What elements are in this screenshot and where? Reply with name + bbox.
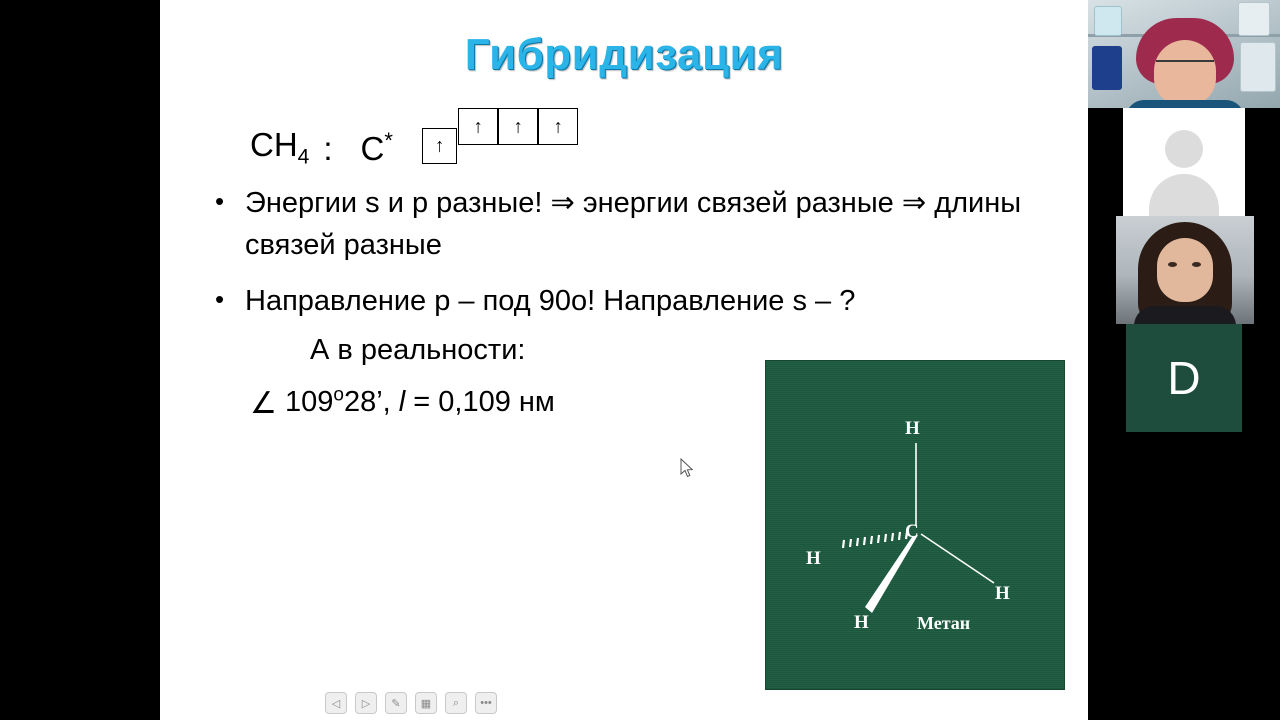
- methane-hydrogen-right: H: [995, 583, 1010, 604]
- avatar-eye-left: [1168, 262, 1177, 267]
- formula-atom-superscript: *: [384, 128, 393, 153]
- angle-icon: ∠: [250, 387, 277, 420]
- glasses-icon: [1156, 60, 1214, 74]
- orbital-arrow-p1: ↑: [473, 116, 483, 137]
- equals-sign: =: [413, 386, 431, 418]
- more-options-icon[interactable]: •••: [475, 692, 497, 714]
- orbital-diagram: [422, 108, 692, 168]
- slide-canvas: [160, 0, 1088, 720]
- formula-compound-text: CH: [250, 126, 298, 164]
- pen-icon[interactable]: ✎: [385, 692, 407, 714]
- orbital-box-p2: [498, 108, 538, 145]
- methane-hydrogen-left: H: [806, 548, 821, 569]
- participant-tile-2[interactable]: [1088, 108, 1280, 216]
- flask-icon: [1094, 6, 1122, 36]
- orbital-box-p3: [538, 108, 578, 145]
- participant-video-3: [1116, 216, 1254, 324]
- methane-hydrogen-top: H: [905, 418, 920, 439]
- avatar-head-icon: [1165, 130, 1203, 168]
- angle-value: 109: [284, 386, 334, 418]
- participant-tile-3[interactable]: [1088, 216, 1280, 324]
- participant-tile-1[interactable]: [1088, 0, 1280, 108]
- layout-icon[interactable]: ▦: [415, 692, 437, 714]
- bullet-text: Энергии s и p разные! ⇒ энергии связей разные ⇒ длины связей разные: [245, 187, 1022, 262]
- methane-figure: [765, 360, 1065, 690]
- avatar-face: [1157, 238, 1213, 302]
- avatar-eye-right: [1192, 262, 1201, 267]
- formula-colon: :: [323, 130, 333, 167]
- formula-atom-text: C: [360, 130, 385, 167]
- methane-caption: Метан: [917, 613, 971, 633]
- length-value: 0,109 нм: [438, 386, 555, 418]
- formula-atom: [361, 128, 393, 168]
- angle-line: [250, 384, 555, 419]
- angle-minutes: 28’,: [343, 386, 391, 418]
- formula-line: [250, 112, 393, 168]
- avatar-body-icon: [1149, 174, 1219, 216]
- orbital-box-p1: [458, 108, 498, 145]
- participant-video-1: [1088, 0, 1280, 108]
- flask-icon: [1238, 2, 1270, 36]
- avatar: [1136, 18, 1234, 108]
- bullet-marker: •: [215, 284, 225, 314]
- bullet-item-2: [215, 280, 1045, 322]
- reality-caption: А в реальности:: [310, 334, 526, 366]
- page-title: Гибридизация: [464, 30, 784, 79]
- length-symbol: l: [398, 386, 406, 418]
- participant-strip: [1088, 0, 1280, 720]
- bullet-marker: •: [215, 186, 225, 216]
- methane-carbon: C: [905, 521, 919, 542]
- avatar-body: [1134, 306, 1236, 324]
- participant-video-2: [1123, 108, 1245, 216]
- bullet-text: Направление p – под 90o! Направление s – ?: [245, 285, 856, 317]
- participant-initial: D: [1167, 352, 1201, 404]
- formula-compound-subscript: 4: [297, 146, 310, 169]
- prev-button[interactable]: ◁: [325, 692, 347, 714]
- orbital-box-s: [422, 128, 457, 164]
- flask-icon: [1240, 42, 1276, 92]
- flask-icon: [1092, 46, 1122, 90]
- formula-compound: [250, 128, 309, 168]
- angle-degree-superscript: o: [333, 384, 344, 406]
- methane-hydrogen-bottom: H: [854, 612, 869, 633]
- zoom-icon[interactable]: ⌕: [445, 692, 467, 714]
- bullet-item-1: [215, 182, 1045, 266]
- slide-toolbar[interactable]: [325, 692, 497, 714]
- next-button[interactable]: ▷: [355, 692, 377, 714]
- participant-avatar-4: [1126, 324, 1242, 432]
- orbital-arrow-p3: ↑: [553, 116, 563, 137]
- participant-tile-4[interactable]: [1088, 324, 1280, 432]
- mouse-cursor: [680, 458, 694, 478]
- avatar-shirt: [1126, 100, 1244, 108]
- orbital-arrow-s: ↑: [434, 135, 445, 157]
- orbital-arrow-p2: ↑: [513, 116, 523, 137]
